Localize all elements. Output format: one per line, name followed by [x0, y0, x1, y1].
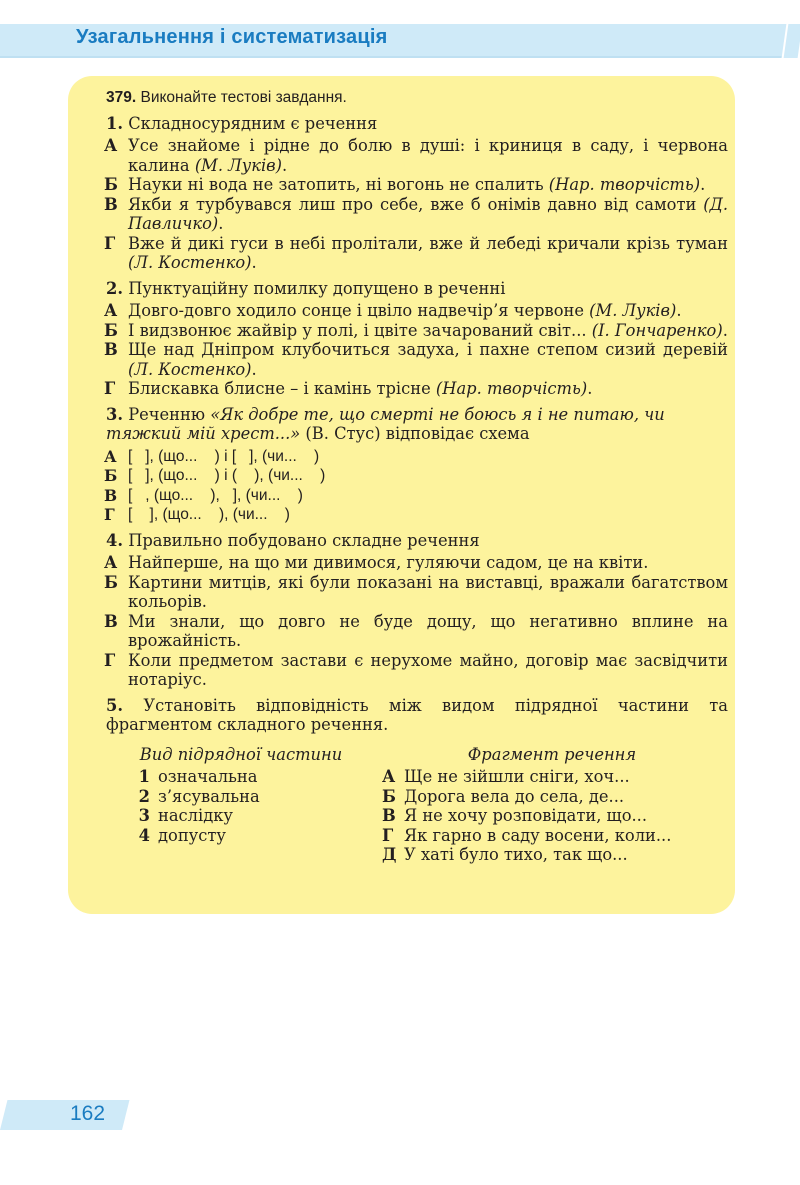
option-source: (Нар. творчість) — [435, 379, 588, 398]
option-text: Науки ні вода не затопить, ні вогонь не спалить — [128, 175, 549, 194]
answer-option — [106, 651, 728, 690]
option-letter: Б — [104, 320, 118, 340]
answer-option: А Усе знайоме і рідне до болю в душі: і криниця в саду, і червона калина (М. Луків). — [104, 136, 728, 175]
exercise-heading — [106, 88, 728, 108]
matching-right-item: В Я не хочу розповідати, що... — [382, 806, 648, 825]
answer-option: В Ще над Дніпром клубочиться задуха, і пахне степом сизий деревій (Л. Костенко). — [104, 340, 728, 379]
option-letter: Г — [104, 505, 115, 524]
answer-option — [106, 486, 728, 506]
option-letter: А — [104, 553, 118, 572]
answer-option — [106, 447, 728, 467]
option-text: Ще над Дніпром клубочиться задуха, і пахне степом сизий деревій — [128, 340, 728, 359]
option-source: (Д. Павличко) — [128, 194, 728, 233]
matching-left-item: 4 допусту — [138, 825, 226, 845]
right-column-header: Фрагмент речення — [467, 744, 637, 764]
answer-option — [106, 612, 728, 651]
matching-left-item: 2 з’ясувальна — [138, 786, 260, 806]
matching-left-item: 1 означальна — [138, 767, 258, 786]
option-text: І видзвонює жайвір у полі, і цвіте зачарований світ... — [128, 320, 592, 340]
question-number: 1. — [106, 113, 123, 133]
question-quote: «Як добре те, що смерті не боюсь я і не питаю, чи тяжкий мій хрест...» — [106, 404, 665, 443]
question-2 — [106, 279, 728, 299]
option-scheme: [ ], (що... ), (чи... ) — [128, 506, 290, 523]
option-letter: В — [104, 611, 118, 631]
question-number: 4. — [106, 530, 123, 550]
answer-option — [106, 553, 728, 573]
option-text: Ми знали, що довго не буде дощу, що негативно вплине на врожайність. — [128, 611, 728, 650]
option-source: (Л. Костенко) — [128, 253, 252, 272]
question-number: 5. — [106, 695, 123, 715]
question-text-post: (В. Стус) відповідає схема — [300, 424, 530, 443]
matching-right-item: Б Дорога вела до села, де... — [382, 786, 625, 806]
option-scheme: [ ], (що... ) і [ ], (чи... ) — [128, 447, 320, 465]
answer-option — [106, 573, 728, 612]
option-text: Вже й дикі гуси в небі пролітали, вже й лебеді кричали крізь туман — [128, 233, 728, 253]
question-number: 3. — [106, 404, 123, 424]
answer-option: А Довго-довго ходило сонце і цвіло надвечір’я червоне (М. Луків). — [104, 301, 682, 320]
question-text: Пунктуаційну помилку допущено в реченні — [128, 278, 506, 298]
option-letter: Б — [104, 466, 118, 485]
option-text: Довго-довго ходило сонце і цвіло надвечір’я червоне — [128, 301, 590, 320]
option-letter: Г — [104, 650, 116, 670]
answer-option: В Якби я турбувався лиш про себе, вже б онімів давно від самоти (Д. Павличко). — [104, 194, 728, 233]
exercise-number: 379. — [106, 89, 137, 106]
option-source: (Нар. творчість) — [548, 175, 701, 194]
option-text: Блискавка блисне – і камінь трісне — [128, 379, 436, 398]
option-letter: В — [104, 340, 118, 359]
answer-option: Г Блискавка блисне – і камінь трісне (Нар. творчість). — [104, 379, 593, 398]
question-number: 2. — [106, 278, 123, 298]
option-letter: Б — [104, 572, 118, 592]
answer-option: Б І видзвонює жайвір у полі, і цвіте зачарований світ... (І. Гончаренко). — [104, 320, 728, 340]
question-text: Правильно побудовано складне речення — [128, 530, 480, 550]
option-letter: А — [104, 446, 117, 466]
matching-right-item: Г Як гарно в саду восени, коли... — [382, 825, 672, 845]
question-5 — [106, 696, 728, 735]
question-text: Складносурядним є речення — [128, 113, 378, 133]
section-header — [0, 24, 790, 58]
question-3 — [106, 405, 728, 444]
page-number-tab — [0, 1100, 129, 1130]
matching-table — [106, 745, 728, 865]
option-letter: Б — [104, 175, 118, 194]
matching-right-item: А Ще не зійшли сніги, хоч... — [382, 767, 630, 786]
matching-left-item: 3 наслідку — [138, 806, 234, 825]
option-letter: А — [104, 301, 118, 320]
answer-option: Б Науки ні вода не затопить, ні вогонь не спалить (Нар. творчість). — [104, 175, 706, 194]
exercise-instruction: Виконайте тестові завдання. — [140, 89, 347, 106]
answer-option: Г Вже й дикі гуси в небі пролітали, вже й лебеді кричали крізь туман (Л. Костенко). — [104, 233, 728, 272]
option-source: (І. Гончаренко) — [591, 320, 723, 340]
exercise-content — [106, 88, 728, 865]
option-source: (М. Луків) — [589, 301, 677, 320]
page-number: 162 — [70, 1102, 106, 1125]
answer-option — [106, 505, 728, 525]
option-scheme: [ ], (що... ) і ( ), (чи... ) — [128, 467, 326, 484]
option-scheme: [ , (що... ), ], (чи... ) — [128, 486, 303, 504]
option-letter: А — [104, 136, 118, 155]
option-letter: В — [104, 194, 118, 214]
option-letter: Г — [104, 379, 116, 398]
option-text: Картини митців, які були показані на виставці, вражали багатством кольорів. — [128, 572, 728, 611]
matching-left-column — [106, 745, 376, 865]
option-source: (Л. Костенко) — [128, 359, 252, 379]
answer-option — [106, 466, 728, 486]
question-4 — [106, 531, 728, 551]
option-text: Усе знайоме і рідне до болю в душі: і криниця в саду, і червона калина — [128, 136, 728, 175]
matching-right-item: Д У хаті було тихо, так що... — [382, 845, 628, 864]
option-letter: Г — [104, 233, 116, 253]
matching-right-column — [376, 745, 728, 865]
option-letter: В — [104, 485, 118, 505]
question-text: Установіть відповідність між видом підрядної частини та фрагментом складного речення. — [106, 695, 728, 734]
option-text: Якби я турбувався лиш про себе, вже б онімів давно від самоти — [128, 194, 704, 214]
section-title: Узагальнення і систематизація — [76, 26, 388, 48]
option-source: (М. Луків) — [194, 155, 282, 175]
question-1 — [106, 114, 728, 134]
option-text: Найперше, на що ми дивимося, гуляючи садом, це на квіти. — [128, 553, 649, 572]
left-column-header: Вид підрядної частини — [139, 744, 343, 764]
question-text-pre: Реченню — [128, 404, 211, 424]
option-text: Коли предметом застави є нерухоме майно, договір має засвідчити нотаріус. — [128, 650, 728, 689]
